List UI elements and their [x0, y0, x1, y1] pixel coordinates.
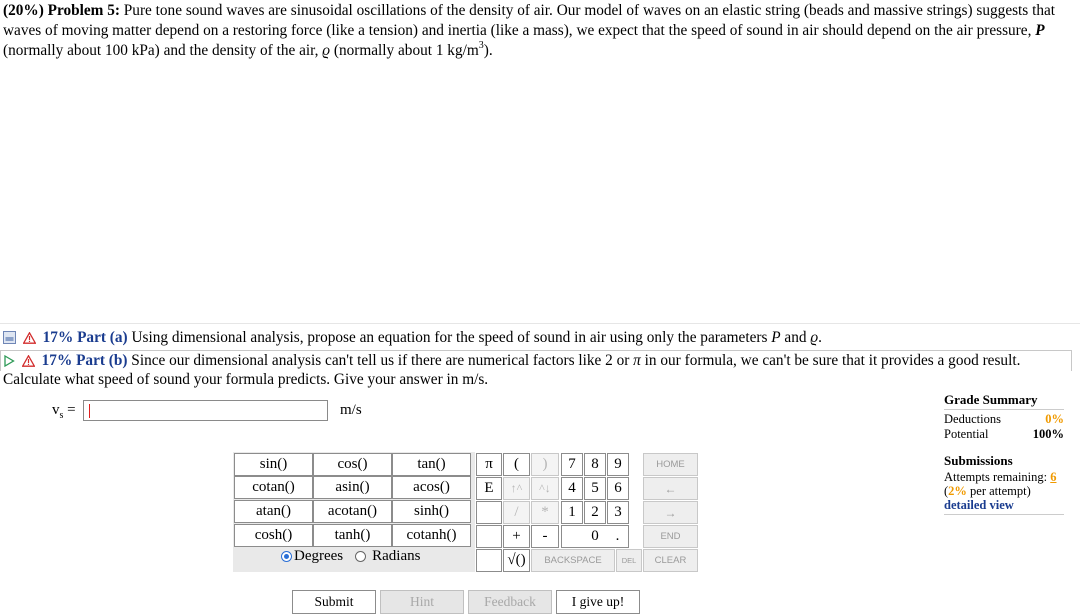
- key-decimal[interactable]: .: [607, 525, 629, 548]
- key-plus[interactable]: +: [503, 525, 530, 548]
- key-divide[interactable]: /: [503, 501, 530, 524]
- warning-icon: [23, 332, 36, 344]
- key-e[interactable]: E: [476, 477, 502, 500]
- key-sin[interactable]: sin(): [234, 453, 313, 476]
- key-pi[interactable]: π: [476, 453, 502, 476]
- divider: [944, 514, 1064, 515]
- key-cotanh[interactable]: cotanh(): [392, 524, 471, 547]
- key-acotan[interactable]: acotan(): [313, 500, 392, 523]
- key-cosh[interactable]: cosh(): [234, 524, 313, 547]
- key-tan[interactable]: tan(): [392, 453, 471, 476]
- degrees-radio[interactable]: [281, 551, 292, 562]
- expand-box-icon[interactable]: [3, 331, 16, 344]
- feedback-button[interactable]: Feedback: [468, 590, 552, 614]
- key-cos[interactable]: cos(): [313, 453, 392, 476]
- key-minus[interactable]: -: [531, 525, 559, 548]
- key-left-arrow[interactable]: ←: [643, 477, 698, 500]
- submissions-panel: Submissions Attempts remaining: 6 (2% per attempt) detailed view: [944, 454, 1064, 515]
- key-2[interactable]: 2: [584, 501, 606, 524]
- key-tanh[interactable]: tanh(): [313, 524, 392, 547]
- problem-statement: (20%) Problem 5: Pure tone sound waves are sinusoidal oscillations of the density of air. Our model of waves on an elastic string (beads and massive strings) suggests that waves of moving matter depend on a restoring force (like a tension) and inertia (like a mass), we expect that the speed of sound in air should depend on the air pressure, P (normally about 100 kPa) and the density of the air, ϱ (normally about 1 $kg/m^3$).: [3, 2, 1056, 59]
- function-keypad: [233, 452, 475, 572]
- key-sqrt[interactable]: √(): [503, 549, 530, 572]
- key-0[interactable]: 0: [561, 525, 629, 548]
- key-blank: [476, 549, 502, 572]
- part-b-label[interactable]: 17% Part (b): [41, 352, 128, 369]
- part-b-instructions: Calculate what speed of sound your formula predicts. Give your answer in m/s.: [3, 371, 489, 388]
- problem-header: (20%) Problem 5:: [3, 2, 120, 19]
- key-1[interactable]: 1: [561, 501, 583, 524]
- warning-icon: [22, 355, 35, 367]
- divider: [0, 323, 1080, 324]
- answer-input[interactable]: [83, 400, 328, 421]
- grade-summary-title: Grade Summary: [944, 392, 1064, 410]
- potential-label: Potential: [944, 427, 989, 441]
- part-a-label[interactable]: 17% Part (a): [42, 329, 128, 346]
- degrees-label[interactable]: Degrees: [294, 548, 344, 564]
- hint-button[interactable]: Hint: [380, 590, 464, 614]
- key-3[interactable]: 3: [607, 501, 629, 524]
- key-9[interactable]: 9: [607, 453, 629, 476]
- var-pressure: P: [1035, 22, 1045, 39]
- key-end[interactable]: END: [643, 525, 698, 548]
- part-a-row[interactable]: 17% Part (a) Using dimensional analysis, propose an equation for the speed of sound in air using only the parameters P and ϱ.: [3, 328, 822, 347]
- play-icon[interactable]: [3, 355, 15, 367]
- key-5[interactable]: 5: [584, 477, 606, 500]
- key-8[interactable]: 8: [584, 453, 606, 476]
- key-up-caret[interactable]: ↑^: [503, 477, 530, 500]
- key-blank: [476, 525, 502, 548]
- var-density: ϱ: [322, 42, 331, 59]
- angle-mode: [281, 548, 420, 565]
- detailed-view-link[interactable]: detailed view: [944, 498, 1014, 512]
- key-blank: [476, 501, 502, 524]
- potential-value: 100%: [1032, 427, 1064, 441]
- key-7[interactable]: 7: [561, 453, 583, 476]
- penalty-per-attempt: 2%: [948, 484, 967, 498]
- key-delete[interactable]: DEL: [616, 549, 642, 572]
- deductions-label: Deductions: [944, 412, 1001, 426]
- radians-label[interactable]: Radians: [372, 548, 421, 564]
- submit-button[interactable]: Submit: [292, 590, 376, 614]
- key-sinh[interactable]: sinh(): [392, 500, 471, 523]
- give-up-button[interactable]: I give up!: [556, 590, 640, 614]
- key-cotan[interactable]: cotan(): [234, 476, 313, 499]
- key-down-caret[interactable]: ^↓: [531, 477, 559, 500]
- answer-units: m/s: [340, 402, 362, 418]
- part-b-row[interactable]: 17% Part (b) Since our dimensional analysis can't tell us if there are numerical factors like 2 or π in our formula, we can't be sure that it provides a good result.: [3, 351, 1020, 370]
- key-home[interactable]: HOME: [643, 453, 698, 476]
- key-atan[interactable]: atan(): [234, 500, 313, 523]
- key-asin[interactable]: asin(): [313, 476, 392, 499]
- key-right-paren[interactable]: ): [531, 453, 559, 476]
- grade-summary: [944, 392, 1064, 442]
- key-backspace[interactable]: BACKSPACE: [531, 549, 615, 572]
- key-right-arrow[interactable]: →: [643, 501, 698, 524]
- key-clear[interactable]: CLEAR: [643, 549, 698, 572]
- deductions-value: 0%: [1045, 412, 1064, 426]
- answer-label: $v_s$ =: [52, 402, 76, 421]
- submissions-title: Submissions: [944, 453, 1013, 468]
- key-6[interactable]: 6: [607, 477, 629, 500]
- attempts-remaining: 6: [1050, 470, 1057, 484]
- key-4[interactable]: 4: [561, 477, 583, 500]
- key-multiply[interactable]: *: [531, 501, 559, 524]
- key-left-paren[interactable]: (: [503, 453, 530, 476]
- radians-radio[interactable]: [355, 551, 366, 562]
- text-caret: [89, 404, 90, 418]
- key-acos[interactable]: acos(): [392, 476, 471, 499]
